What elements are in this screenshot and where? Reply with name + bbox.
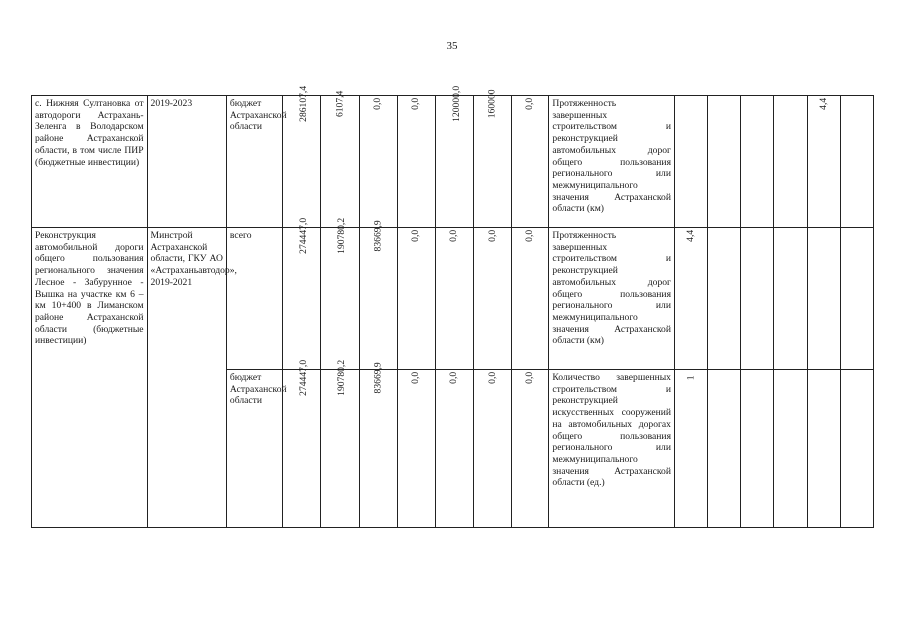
value-text: 0,0 — [524, 97, 536, 110]
value-cell — [474, 228, 512, 370]
empty-cell — [708, 96, 741, 228]
value-text: 286107,4 — [298, 85, 310, 122]
value-cell — [321, 217, 359, 370]
empty-cell — [741, 96, 774, 228]
value-text: 0,0 — [410, 371, 422, 384]
value-cell — [397, 96, 435, 228]
source-cell: всего — [226, 228, 282, 370]
value-text: 0,0 — [448, 229, 460, 242]
object-cell: Реконструкция автомобильной дороги общего пользования регионального значения Лесное - Забурунное - Вышка на участке км 6 – км 10+400 в Лиманском районе Астраханской области (бюджетные инвестиции) — [32, 228, 148, 528]
executor-cell: Минстрой Астраханской области, ГКУ АО «Астраханьавтодор», 2019-2021 — [147, 228, 226, 528]
value-cell — [512, 370, 549, 528]
value-text: 190780,2 — [336, 217, 348, 254]
empty-cell — [774, 370, 807, 528]
value-cell — [321, 359, 359, 528]
empty-cell — [807, 370, 840, 528]
value-cell — [359, 96, 397, 228]
indicator-cell: Протяженность завершенных строительством и реконструкцией автомобильных дорог общего пользования регионального или межмуниципального значения Астраханской области (км) — [549, 96, 675, 228]
value-cell — [283, 359, 321, 528]
value-cell — [397, 370, 435, 528]
target-value-text: 4,4 — [817, 97, 829, 110]
source-cell: бюджет Астраханской области — [226, 370, 282, 528]
value-text: 190780,2 — [336, 359, 348, 396]
value-text: 0,0 — [410, 229, 422, 242]
value-text: 83669,9 — [372, 362, 384, 394]
target-value-cell — [674, 370, 707, 528]
table-row — [32, 228, 874, 370]
program-table — [31, 85, 874, 528]
value-cell — [474, 370, 512, 528]
empty-cell — [708, 370, 741, 528]
value-cell — [359, 220, 397, 370]
value-cell — [435, 228, 473, 370]
indicator-cell: Протяженность завершенных строительством и реконструкцией автомобильных дорог общего пользования регионального или межмуниципального значения Астраханской области (км) — [549, 228, 675, 370]
value-text: 6107,4 — [334, 90, 346, 118]
value-cell — [435, 370, 473, 528]
value-text: 274447,0 — [298, 359, 310, 396]
value-text: 0,0 — [372, 97, 384, 110]
indicator-cell: Количество завершенных строительством и реконструкцией искусственных сооружений на автомобильных дорогах общего пользования регионального или межмуниципального значения Астраханской области (ед.) — [549, 370, 675, 528]
value-cell — [397, 228, 435, 370]
value-text: 120000,0 — [451, 85, 463, 122]
empty-cell — [774, 96, 807, 228]
value-cell — [474, 89, 512, 228]
empty-cell — [774, 228, 807, 370]
target-value-text: 1 — [685, 375, 697, 381]
value-text: 0,0 — [486, 229, 498, 242]
value-cell — [321, 90, 359, 228]
page-number: 35 — [446, 40, 458, 52]
value-text: 83669,9 — [372, 220, 384, 252]
value-cell — [435, 85, 473, 228]
value-cell — [283, 85, 321, 228]
value-cell — [512, 228, 549, 370]
value-cell — [283, 217, 321, 370]
value-text: 0,0 — [524, 229, 536, 242]
value-text: 160000 — [486, 89, 498, 119]
empty-cell — [840, 96, 873, 228]
executor-cell: 2019-2023 — [147, 96, 226, 228]
empty-cell — [840, 228, 873, 370]
value-text: 0,0 — [448, 371, 460, 384]
empty-cell — [840, 370, 873, 528]
empty-cell — [708, 228, 741, 370]
source-cell: бюджет Астраханской области — [226, 96, 282, 228]
value-text: 274447,0 — [298, 217, 310, 254]
empty-cell — [674, 96, 707, 228]
object-cell: с. Нижняя Султановка от автодороги Астрахань-Зеленга в Володарском районе Астраханской области, в том числе ПИР (бюджетные инвестиции) — [32, 96, 148, 228]
value-cell — [359, 362, 397, 528]
value-text: 0,0 — [524, 371, 536, 384]
table-row — [32, 96, 874, 228]
empty-cell — [741, 228, 774, 370]
empty-cell — [741, 370, 774, 528]
value-cell — [512, 96, 549, 228]
target-value-cell — [674, 228, 707, 370]
value-text: 0,0 — [410, 97, 422, 110]
target-value-cell — [807, 96, 840, 228]
empty-cell — [807, 228, 840, 370]
target-value-text: 4,4 — [685, 229, 697, 242]
value-text: 0,0 — [486, 371, 498, 384]
